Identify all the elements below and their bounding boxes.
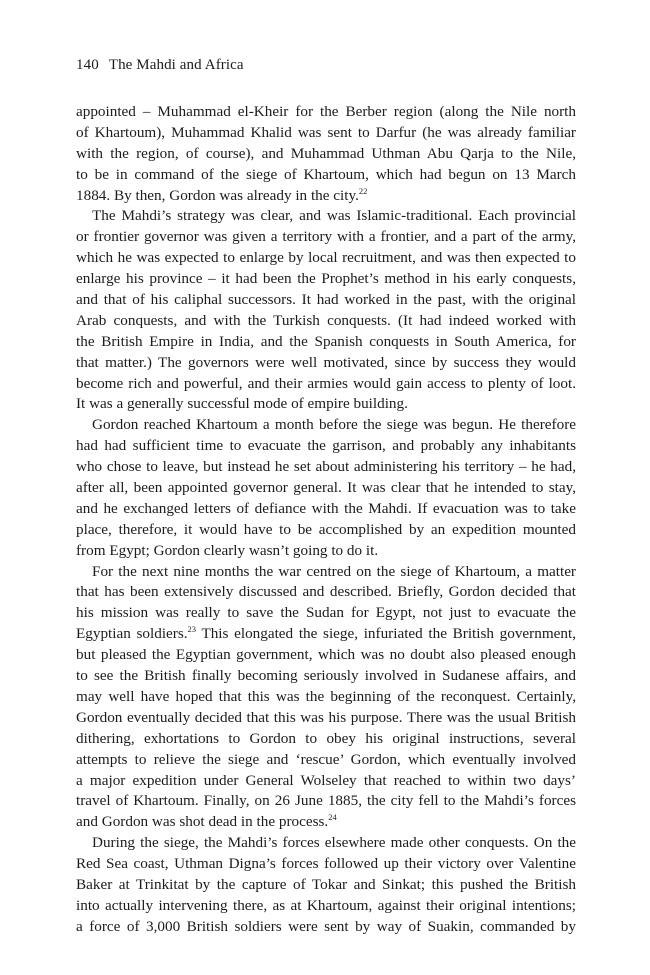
text-line (76, 812, 576, 833)
text-line (76, 687, 576, 708)
footnote-marker: 24 (328, 812, 337, 823)
line-text: who chose to leave, but instead he set about administering his territory – he had, (76, 458, 576, 476)
line-text: from Egypt; Gordon clearly wasn’t going to do it. (76, 541, 379, 559)
text-line (76, 457, 576, 478)
text-line (76, 269, 576, 290)
text-line (76, 771, 576, 792)
line-text: Egyptian soldiers. (76, 625, 188, 643)
line-text: which he was expected to enlarge by local recruitment, and was then expected to (76, 249, 576, 267)
line-text: to see the British finally becoming seriously involved in Sudanese affairs, and (76, 667, 576, 685)
text-line (76, 332, 576, 353)
text-line (76, 917, 576, 938)
running-head (76, 57, 244, 74)
line-text: that has been extensively discussed and described. Briefly, Gordon decided that (76, 583, 576, 601)
line-text: a major expedition under General Wolseley that reached to within two days’ (76, 771, 576, 789)
line-text: or frontier governor was given a territory with a frontier, and a part of the army, (76, 228, 576, 246)
line-text: dithering, exhortations to Gordon to obey his original instructions, several (76, 729, 576, 747)
line-text: and he exchanged letters of defiance with the Mahdi. If evacuation was to take (76, 499, 576, 517)
text-line (76, 394, 576, 415)
line-text: but pleased the Egyptian government, which was no doubt also pleased enough (76, 646, 576, 664)
text-line (76, 624, 576, 645)
line-text: that matter.) The governors were well motivated, since by success they would (76, 353, 576, 371)
text-line (76, 436, 576, 457)
line-text: may well have hoped that this was the beginning of the reconquest. Certainly, (76, 687, 576, 705)
line-text: a force of 3,000 British soldiers were sent by way of Suakin, commanded by (76, 917, 576, 935)
line-text: Arab conquests, and with the Turkish conquests. (It had indeed worked with (76, 311, 576, 329)
text-line (76, 520, 576, 541)
line-text: attempts to relieve the siege and ‘rescue’ Gordon, which eventually involved (76, 750, 576, 768)
line-text: the British Empire in India, and the Spanish conquests in South America, for (76, 332, 576, 350)
line-text: into actually intervening there, as at Khartoum, against their original intentions; (76, 896, 576, 914)
line-text: had had sufficient time to evacuate the garrison, and probably any inhabitants (76, 437, 576, 455)
footnote-marker: 23 (187, 624, 197, 635)
text-line (76, 562, 576, 583)
text-line (76, 708, 576, 729)
text-line (76, 541, 576, 562)
page-number: 140 (76, 57, 99, 73)
text-line (76, 290, 576, 311)
line-text-continued: This elongated the siege, infuriated the British government, (196, 625, 576, 643)
text-line (76, 791, 576, 812)
text-line (76, 750, 576, 771)
line-text: to be in command of the siege of Khartoum, which had begun on 13 March (76, 165, 576, 183)
line-text: after all, been appointed governor general. It was clear that he intended to stay, (76, 479, 576, 497)
text-line (76, 165, 576, 186)
text-line (76, 896, 576, 917)
body-text (76, 102, 576, 938)
line-text: and Gordon was shot dead in the process. (76, 813, 329, 831)
text-line (76, 854, 576, 875)
line-text: Baker at Trinkitat by the capture of Tokar and Sinkat; this pushed the British (76, 875, 576, 893)
text-line (76, 603, 576, 624)
text-line (76, 123, 576, 144)
line-text: with the region, of course), and Muhammad Uthman Abu Qarja to the Nile, (76, 144, 576, 162)
line-text: The Mahdi’s strategy was clear, and was Islamic-traditional. Each provincial (92, 207, 576, 225)
text-line (76, 102, 576, 123)
text-line (76, 729, 576, 750)
text-line (76, 875, 576, 896)
line-text: For the next nine months the war centred on the siege of Khartoum, a matter (92, 562, 576, 580)
line-text: Red Sea coast, Uthman Digna’s forces followed up their victory over Valentine (76, 855, 576, 873)
text-line (76, 144, 576, 165)
text-line (76, 499, 576, 520)
line-text: Gordon reached Khartoum a month before the siege was begun. He therefore (92, 416, 576, 434)
text-line (76, 374, 576, 395)
line-text: During the siege, the Mahdi’s forces elsewhere made other conquests. On the (92, 834, 576, 852)
text-line (76, 478, 576, 499)
line-text: become rich and powerful, and their armies would gain access to plenty of loot. (76, 374, 576, 392)
line-text: It was a generally successful mode of empire building. (76, 395, 408, 413)
line-text: of Khartoum), Muhammad Khalid was sent to Darfur (he was already familiar (76, 123, 576, 141)
text-line (76, 248, 576, 269)
text-line (76, 206, 576, 227)
line-text: enlarge his province – it had been the Prophet’s method in his early conquests, (76, 270, 576, 288)
text-line (76, 415, 576, 436)
line-text: his mission was really to save the Sudan for Egypt, not just to evacuate the (76, 604, 576, 622)
line-text: 1884. By then, Gordon was already in the city. (76, 186, 359, 204)
footnote-marker: 22 (358, 185, 368, 196)
text-line (76, 353, 576, 374)
text-line (76, 227, 576, 248)
text-line (76, 833, 576, 854)
line-text: Gordon eventually decided that this was his purpose. There was the usual British (76, 708, 576, 726)
line-text: place, therefore, it would have to be accomplished by an expedition mounted (76, 520, 576, 538)
text-line (76, 186, 576, 207)
book-title: The Mahdi and Africa (108, 57, 244, 73)
text-line (76, 311, 576, 332)
text-line (76, 645, 576, 666)
line-text: appointed – Muhammad el-Kheir for the Berber region (along the Nile north (76, 103, 576, 120)
text-line (76, 582, 576, 603)
line-text: travel of Khartoum. Finally, on 26 June 1885, the city fell to the Mahdi’s forces (76, 792, 576, 810)
line-text: and that of his caliphal successors. It had worked in the past, with the original (76, 291, 576, 309)
text-line (76, 666, 576, 687)
